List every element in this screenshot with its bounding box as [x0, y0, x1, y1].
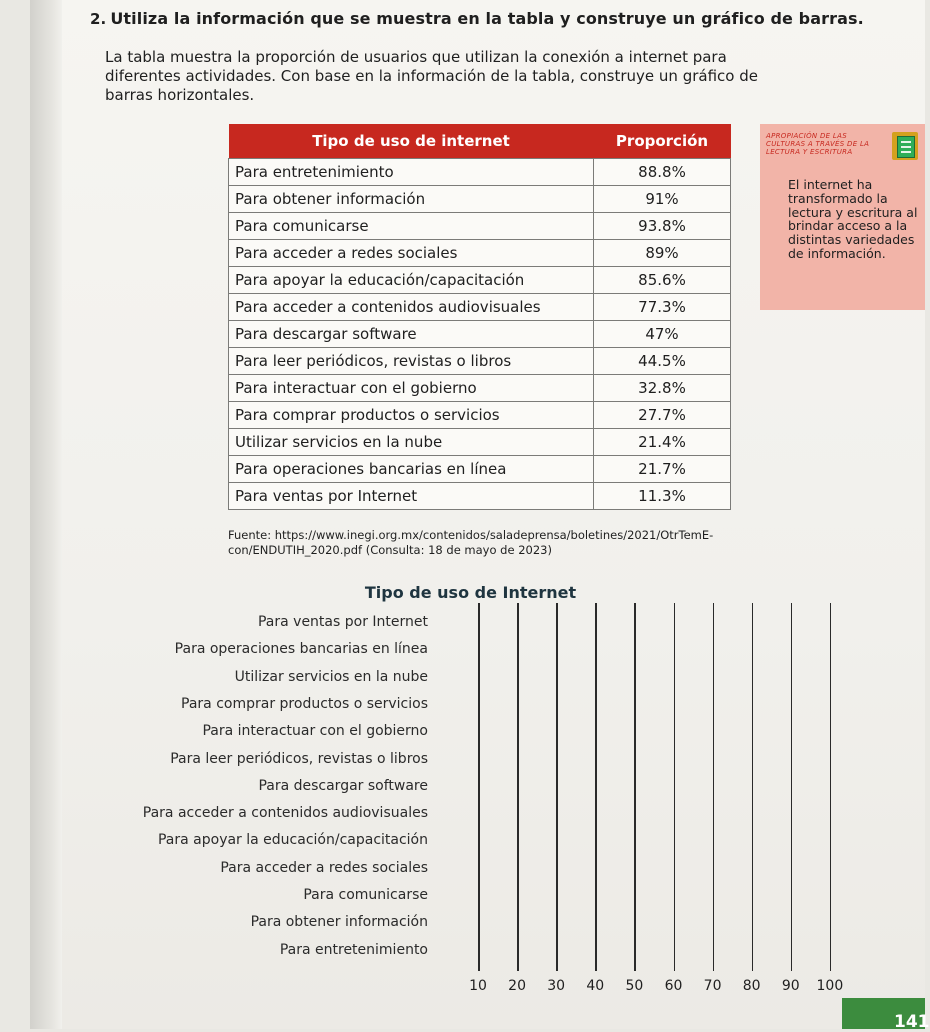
- chart-x-tick-label: 90: [781, 978, 800, 994]
- book-page-shape: [897, 136, 915, 158]
- table-header-row: [229, 124, 731, 159]
- table-cell-label: Para acceder a contenidos audiovisuales: [229, 294, 594, 321]
- book-icon: [892, 132, 918, 160]
- table-cell-value: 88.8%: [594, 159, 731, 186]
- table-cell-value: 93.8%: [594, 213, 731, 240]
- chart-x-tick-label: 50: [625, 978, 644, 994]
- chart-gridline: [713, 603, 715, 971]
- chart-category-label: Para acceder a redes sociales: [220, 859, 428, 876]
- chart-gridline: [634, 603, 636, 971]
- chart-title-text: Tipo de uso de Internet: [364, 583, 577, 602]
- chart-x-tick-label: 10: [469, 978, 487, 994]
- chart-category-label: Utilizar servicios en la nube: [234, 668, 428, 685]
- table-row: [229, 186, 731, 213]
- table-cell-label: Para operaciones bancarias en línea: [229, 456, 594, 483]
- table-cell-value: 89%: [594, 240, 731, 267]
- chart-x-tick-label: 100: [816, 978, 844, 994]
- chart-x-tick-label: 40: [586, 978, 605, 994]
- table-row: [229, 348, 731, 375]
- book-line: [901, 146, 911, 148]
- chart-category-label: Para entretenimiento: [279, 941, 428, 958]
- chart-x-tick-label: 30: [547, 978, 566, 994]
- book-line: [901, 141, 911, 143]
- table-cell-value: 21.7%: [594, 456, 731, 483]
- sidebar-header: APROPIACIÓN DE LAS CULTURAS A TRAVÉS DE LA LECTURA Y ESCRITURA: [766, 132, 870, 156]
- table-row: [229, 429, 731, 456]
- usage-table: [228, 124, 731, 510]
- chart-gridline: [595, 603, 597, 971]
- table-cell-label: Para comunicarse: [229, 213, 594, 240]
- chart-gridline: [517, 603, 519, 971]
- table-cell-label: Para ventas por Internet: [229, 483, 594, 510]
- chart-x-tick-label: 70: [703, 978, 722, 994]
- table-cell-value: 77.3%: [594, 294, 731, 321]
- page-binding-shadow: [30, 0, 62, 1029]
- table-row: [229, 321, 731, 348]
- chart-gridline: [830, 603, 832, 971]
- table-cell-label: Para interactuar con el gobierno: [229, 375, 594, 402]
- chart-category-label: Para apoyar la educación/capacitación: [157, 832, 428, 849]
- chart-gridline: [674, 603, 676, 971]
- table-cell-value: 91%: [594, 186, 731, 213]
- exercise-intro: La tabla muestra la proporción de usuarios que utilizan la conexión a internet para diferentes actividades. Con base en la información de la tabla, construye un gráfico de barras horizontales.: [105, 48, 758, 104]
- chart-gridline: [556, 603, 558, 971]
- table-cell-label: Para acceder a redes sociales: [229, 240, 594, 267]
- table-cell-value: 47%: [594, 321, 731, 348]
- table-cell-label: Para descargar software: [229, 321, 594, 348]
- table-cell-label: Para entretenimiento: [229, 159, 594, 186]
- table-row: [229, 294, 731, 321]
- chart-category-label: Para interactuar con el gobierno: [202, 723, 428, 740]
- table-cell-label: Para leer periódicos, revistas o libros: [229, 348, 594, 375]
- table-cell-value: 27.7%: [594, 402, 731, 429]
- chart-category-label: Para descargar software: [258, 777, 428, 794]
- table-cell-value: 21.4%: [594, 429, 731, 456]
- chart-title: [0, 583, 925, 602]
- chart-category-label: Para comunicarse: [303, 887, 428, 903]
- sidebar-text: El internet ha transformado la lectura y escritura al brindar acceso a la distintas variedades de información.: [788, 177, 918, 261]
- chart-gridline: [478, 603, 480, 971]
- table-cell-value: 85.6%: [594, 267, 731, 294]
- chart-category-label: Para obtener información: [250, 914, 428, 931]
- chart-gridline: [752, 603, 754, 971]
- table-row: [229, 456, 731, 483]
- chart-category-label: Para operaciones bancarias en línea: [174, 641, 428, 658]
- table-cell-value: 11.3%: [594, 483, 731, 510]
- table-header-type: Tipo de uso de internet: [229, 124, 594, 159]
- exercise-title: [90, 9, 864, 28]
- chart-category-label: Para acceder a contenidos audiovisuales: [142, 805, 428, 822]
- table-row: [229, 267, 731, 294]
- table-row: [229, 483, 731, 510]
- chart-category-label: Para comprar productos o servicios: [181, 695, 428, 712]
- book-line: [901, 151, 911, 153]
- table-row: [229, 213, 731, 240]
- table-row: [229, 402, 731, 429]
- table-row: [229, 240, 731, 267]
- exercise-title-text: Utiliza la información que se muestra en la tabla y construye un gráfico de barras.: [110, 9, 864, 28]
- table-cell-label: Para obtener información: [229, 186, 594, 213]
- chart-x-tick-label: 20: [508, 978, 526, 994]
- page-number-tab: [842, 998, 930, 1032]
- chart-x-tick-label: 80: [742, 978, 761, 994]
- table-row: [229, 159, 731, 186]
- table-cell-value: 32.8%: [594, 375, 731, 402]
- source-citation: Fuente: https://www.inegi.org.mx/contenidos/saladeprensa/boletines/2021/OtrTemE-con/ENDUTIH_2020.pdf (Consulta: 18 de mayo de 2023): [228, 528, 714, 557]
- chart-category-label: Para ventas por Internet: [257, 614, 428, 630]
- table-header-proportion: Proporción: [594, 124, 731, 159]
- table-cell-label: Utilizar servicios en la nube: [229, 429, 594, 456]
- usage-table-container: [228, 124, 731, 510]
- table-cell-label: Para apoyar la educación/capacitación: [229, 267, 594, 294]
- table-cell-value: 44.5%: [594, 348, 731, 375]
- table-row: [229, 375, 731, 402]
- chart-x-tick-label: 60: [664, 978, 683, 994]
- exercise-number: 2.: [90, 10, 107, 28]
- chart-category-label: Para leer periódicos, revistas o libros: [170, 750, 428, 767]
- sidebar-note: [760, 124, 925, 310]
- chart-gridline: [791, 603, 793, 971]
- page-number: 141: [894, 1012, 930, 1032]
- table-cell-label: Para comprar productos o servicios: [229, 402, 594, 429]
